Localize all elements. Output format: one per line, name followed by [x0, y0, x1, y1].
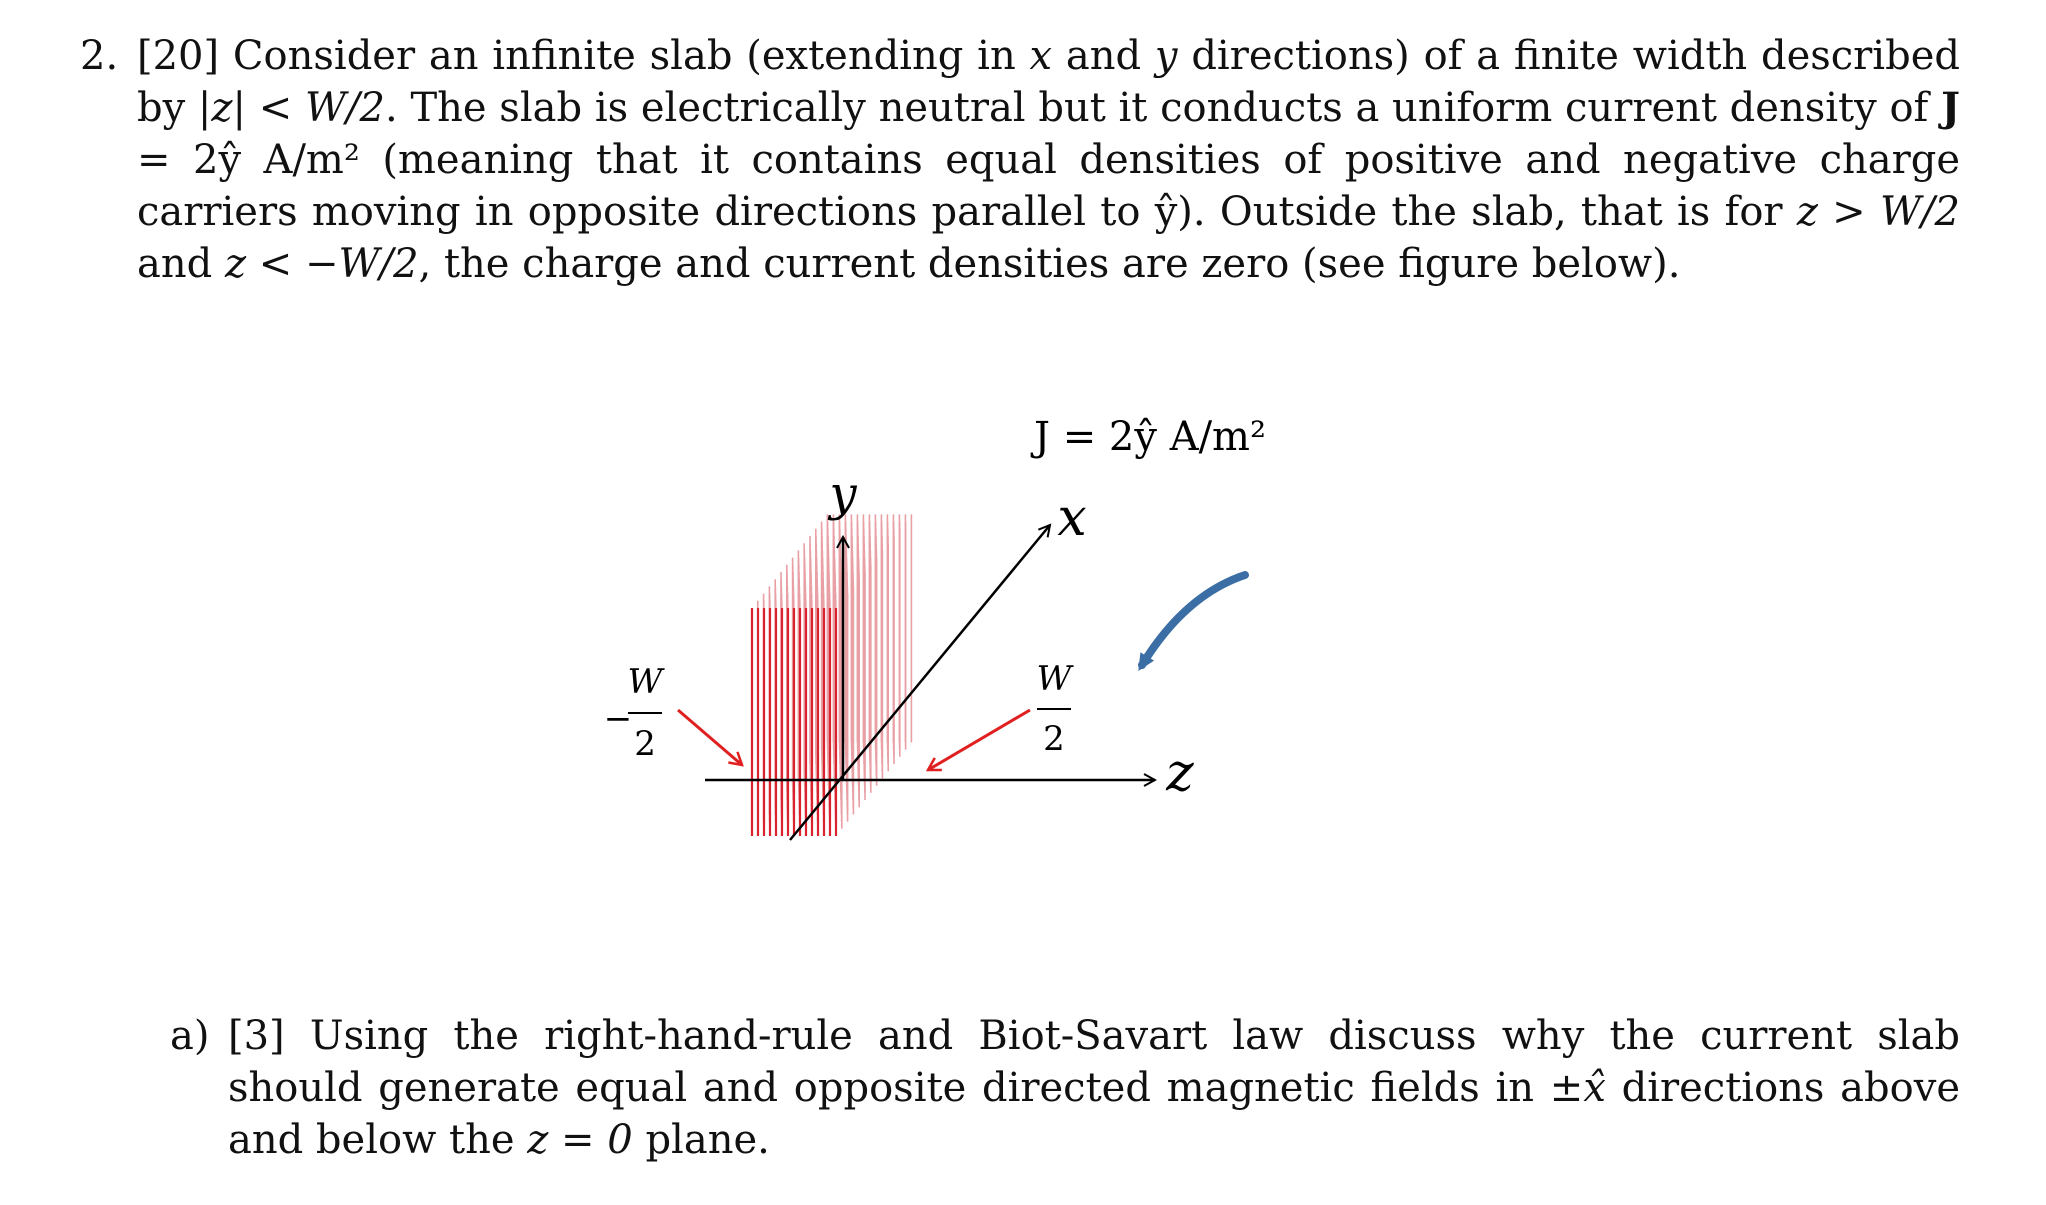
math-z: z: [211, 85, 233, 131]
x-axis-label: x: [1057, 488, 1087, 548]
subquestion-label: a): [170, 1013, 210, 1059]
y-axis-label: y: [829, 466, 857, 522]
math-j-value: = 2ŷ A/m²: [137, 137, 383, 183]
math-y: y: [1154, 33, 1178, 79]
problem-number: 2.: [80, 33, 119, 79]
statement-text: . The slab is electrically neutral but it conducts a uniform current density of: [385, 85, 1942, 131]
problem-statement: [137, 30, 1960, 290]
minus-w-half-label: [604, 662, 666, 764]
subquestion-text: directions above and below the: [228, 1065, 1960, 1163]
subquestion-points: [3]: [228, 1013, 285, 1059]
statement-text: (meaning that it contains equal densities of positive and negative charge carriers moving in opposite directions parallel to ŷ). Outside the slab, that is for: [137, 137, 1960, 235]
statement-text: Consider an infinite slab (extending in: [232, 33, 1030, 79]
statement-text: directions) of a finite width described by |: [137, 33, 1960, 131]
math-j-bold: J: [1941, 84, 1961, 131]
w-half-left-pointer: [678, 710, 742, 765]
w-denominator-left: 2: [634, 724, 656, 764]
subquestion-statement: [228, 1010, 1960, 1166]
current-density-label: J = 2ŷ A/m²: [1033, 414, 1267, 460]
statement-text: and: [137, 241, 225, 287]
slab-diagram: [600, 400, 1360, 1000]
subquestion-text: Using the right-hand-rule and Biot-Savart law discuss why the current slab should generate equal and opposite directed magnetic fields in ±: [228, 1013, 1961, 1111]
statement-text: | <: [232, 85, 305, 131]
w-half-label: [1037, 659, 1075, 759]
statement-text: and: [1052, 33, 1155, 79]
slab-figure: [600, 400, 1360, 1000]
subquestion-text: plane.: [632, 1117, 770, 1163]
minus-sign: −: [603, 699, 633, 739]
w-numerator-left: W: [627, 662, 663, 702]
math-condition-below: z < −W/2: [224, 241, 419, 287]
current-pointer-arrow: [1142, 575, 1245, 665]
math-x-hat: x̂: [1583, 1065, 1606, 1111]
statement-text: , the charge and current densities are zero (see figure below).: [418, 241, 1681, 287]
w-denominator-right: 2: [1043, 719, 1065, 759]
math-condition-above: z > W/2: [1796, 189, 1960, 235]
math-x: x: [1029, 33, 1053, 79]
math-w-half: W/2: [304, 85, 386, 131]
w-numerator-right: W: [1036, 659, 1072, 699]
w-half-right-pointer: [928, 710, 1030, 770]
problem-points: [20]: [137, 33, 220, 79]
math-plane: z = 0: [527, 1117, 633, 1163]
problem-2: [80, 30, 1960, 290]
subquestion-a: [170, 1010, 1960, 1166]
z-axis-label: z: [1166, 743, 1194, 803]
